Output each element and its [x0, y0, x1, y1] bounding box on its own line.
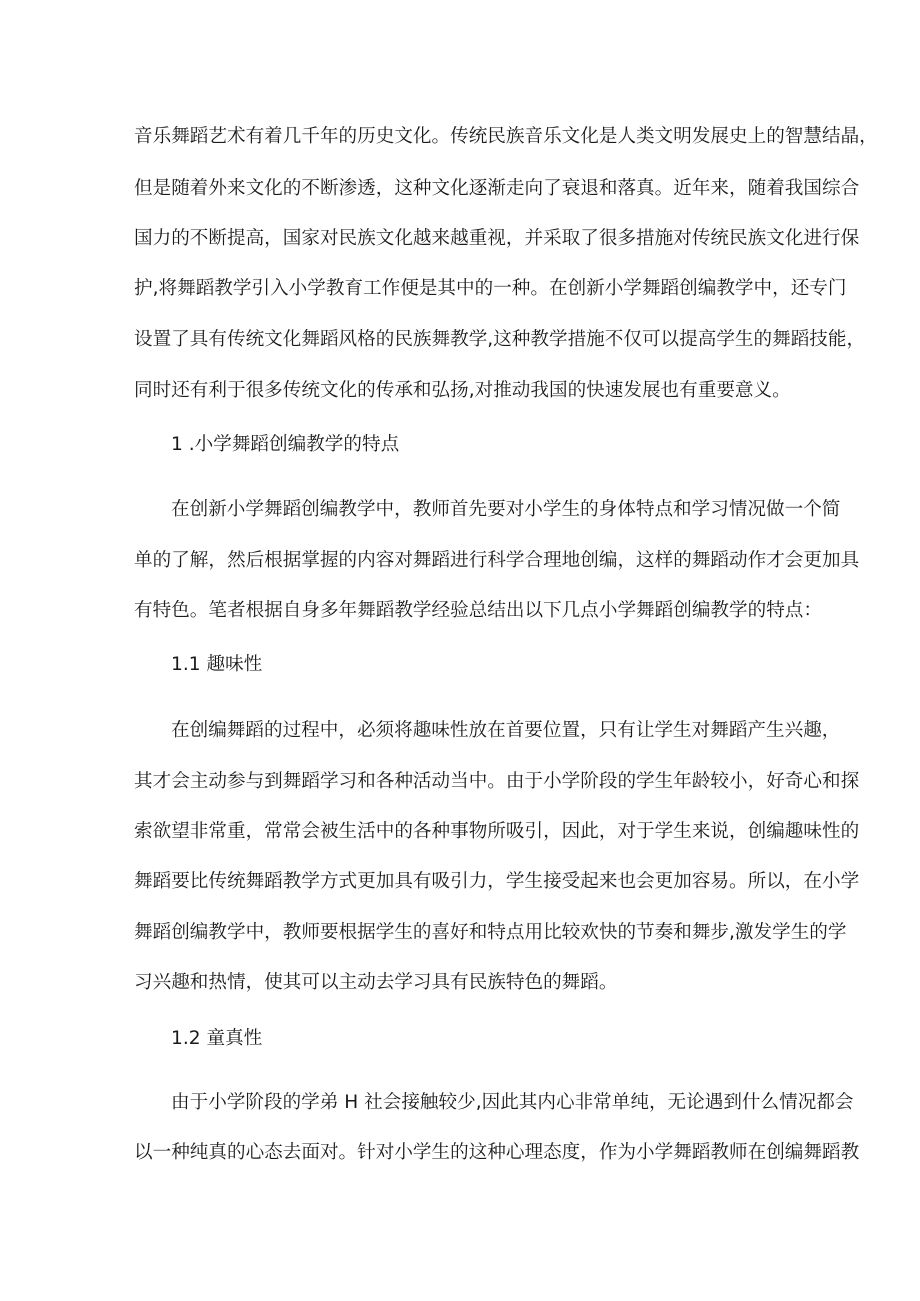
text-line: 音乐舞蹈艺术有着几千年的历史文化。传统民族音乐文化是人类文明发展史上的智慧结晶， — [134, 126, 878, 147]
text-line: 国力的不断提高，国家对民族文化越来越重视，并采取了很多措施对传统民族文化进行保 — [134, 228, 860, 249]
text-line: 在创编舞蹈的过程中，必须将趣味性放在首要位置，只有让学生对舞蹈产生兴趣， — [171, 720, 841, 741]
section-heading: 1 .小学舞蹈创编教学的特点 — [171, 434, 400, 455]
text-line: 以一种纯真的心态去面对。针对小学生的这种心理态度，作为小学舞蹈教师在创编舞蹈教 — [134, 1142, 860, 1163]
text-line: 单的了解，然后根据掌握的内容对舞蹈进行科学合理地创编，这样的舞蹈动作才会更加具 — [134, 550, 860, 571]
text-line: 护,将舞蹈教学引入小学教育工作便是其中的一种。在创新小学舞蹈创编教学中，还专门 — [134, 278, 847, 299]
text-line: 有特色。笔者根据自身多年舞蹈教学经验总结出以下几点小学舞蹈创编教学的特点： — [134, 600, 822, 621]
text-line: 其才会主动参与到舞蹈学习和各种活动当中。由于小学阶段的学生年龄较小，好奇心和探 — [134, 771, 860, 792]
text-line: 设置了具有传统文化舞蹈风格的民族舞教学,这种教学措施不仅可以提高学生的舞蹈技能， — [134, 329, 866, 350]
text-line: 习兴趣和热情，使其可以主动去学习具有民族特色的舞蹈。 — [134, 972, 618, 993]
text-line: 在创新小学舞蹈创编教学中，教师首先要对小学生的身体特点和学习情况做一个简 — [171, 499, 841, 520]
text-line: 但是随着外来文化的不断渗透，这种文化逐渐走向了衰退和落真。近年来，随着我国综合 — [134, 178, 860, 199]
subsection-heading: 1.2 童真性 — [171, 1028, 263, 1049]
text-line: 舞蹈创编教学中，教师要根据学生的喜好和特点用比较欢快的节奏和舞步,激发学生的学 — [134, 922, 847, 943]
text-line: 舞蹈要比传统舞蹈教学方式更加具有吸引力，学生接受起来也会更加容易。所以，在小学 — [134, 871, 860, 892]
text-line: 同时还有利于很多传统文化的传承和弘扬,对推动我国的快速发展也有重要意义。 — [134, 380, 791, 401]
text-line: 索欲望非常重，常常会被生活中的各种事物所吸引，因此，对于学生来说，创编趣味性的 — [134, 821, 860, 842]
subsection-heading: 1.1 趣味性 — [171, 654, 263, 675]
text-line: 由于小学阶段的学弟 H 社会接触较少,因此其内心非常单纯，无论遇到什么情况都会 — [171, 1092, 854, 1113]
